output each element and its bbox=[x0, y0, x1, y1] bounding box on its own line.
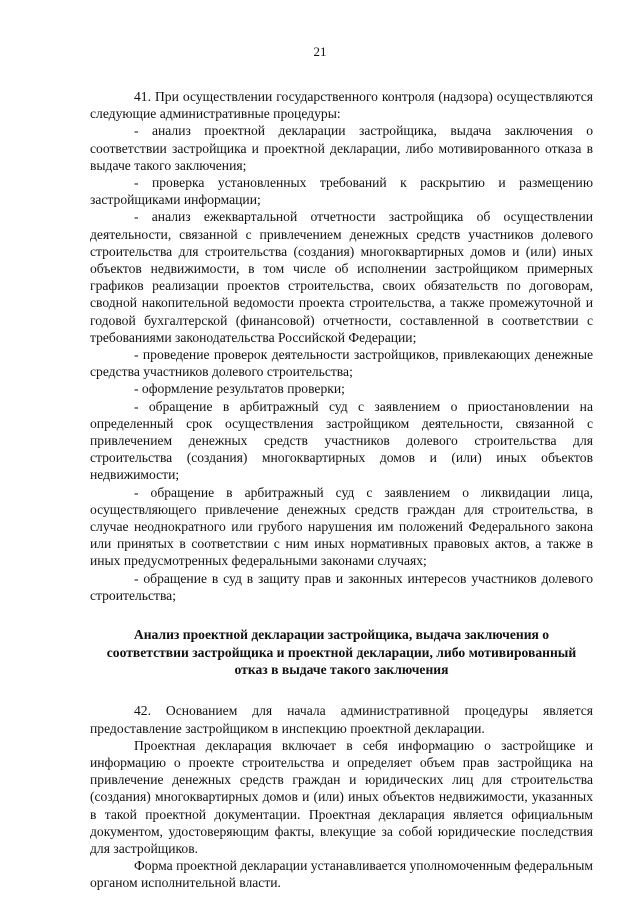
page-number: 21 bbox=[313, 44, 327, 59]
list-item-court-protection: - обращение в суд в защиту прав и законных интересов участников долевого строительства; bbox=[90, 570, 593, 603]
paragraph-declaration-content: Проектная декларация включает в себя информацию о застройщике и информацию о проекте строительства и определяет объем прав застройщика на привлечение денежных средств граждан и юридических лиц для строительства (создания) многоквартирных домов и (или) иных объектов недвижимости, указанных в такой проектной документации. Проектная декларация является официальным документом, удостоверяющим факты, влекущие за собой юридические последствия для застройщиков. bbox=[90, 737, 593, 856]
list-item-court-liquidation: - обращение в арбитражный суд с заявлением о ликвидации лица, осуществляющего привлечение денежных средств граждан для строительства, в случае неоднократного или грубого нарушения им положений Федерального закона или принятых в соответствии с ним иных нормативных правовых актов, а также в иных предусмотренных федеральными законами случаях; bbox=[90, 484, 593, 569]
list-item-inspections: - проведение проверок деятельности застройщиков, привлекающих денежные средства участников долевого строительства; bbox=[90, 347, 593, 380]
list-item-court-suspension: - обращение в арбитражный суд с заявлением о приостановлении на определенный срок осуществления застройщиком деятельности, связанной с привлечением денежных средств участников долевого строительства для строительства (создания) многоквартирных домов и (или) иных объектов недвижимости; bbox=[90, 398, 593, 483]
paragraph-42: 42. Основанием для начала административной процедуры является предоставление застройщиком в инспекцию проектной декларации. bbox=[90, 703, 593, 736]
list-item-disclosure-check: - проверка установленных требований к раскрытию и размещению застройщиками информации; bbox=[90, 175, 593, 208]
paragraph-declaration-form: Форма проектной декларации устанавливается уполномоченным федеральным органом исполнительной власти. bbox=[90, 858, 593, 891]
list-item-analysis-declaration: - анализ проектной декларации застройщика, выдача заключения о соответствии застройщика и проектной декларации, либо мотивированного отказа в выдаче такого заключения; bbox=[90, 123, 593, 173]
list-item-quarterly-reporting: - анализ ежеквартальной отчетности застройщика об осуществлении деятельности, связанной с привлечением денежных средств участников долевого строительства для строительства (создания) многоквартирных домов и (или) иных объектов недвижимости, в том числе об исполнении застройщиком примерных графиков реализации проектов строительства, своих обязательств по договорам, сводной накопительной ведомости проекта строительства, а также промежуточной и годовой бухгалтерской (финансовой) отчетности, составленной в соответствии с требованиями законодательства Российской Федерации; bbox=[90, 209, 593, 345]
section-heading: Анализ проектной декларации застройщика, выдача заключения о соответствии застройщика и проектной декларации, либо мотивированный отказ в выдаче такого заключения bbox=[106, 627, 577, 677]
paragraph-41-intro: 41. При осуществлении государственного контроля (надзора) осуществляются следующие административные процедуры: bbox=[90, 89, 593, 122]
list-item-inspection-results: - оформление результатов проверки; bbox=[134, 381, 345, 397]
document-body bbox=[90, 88, 593, 892]
